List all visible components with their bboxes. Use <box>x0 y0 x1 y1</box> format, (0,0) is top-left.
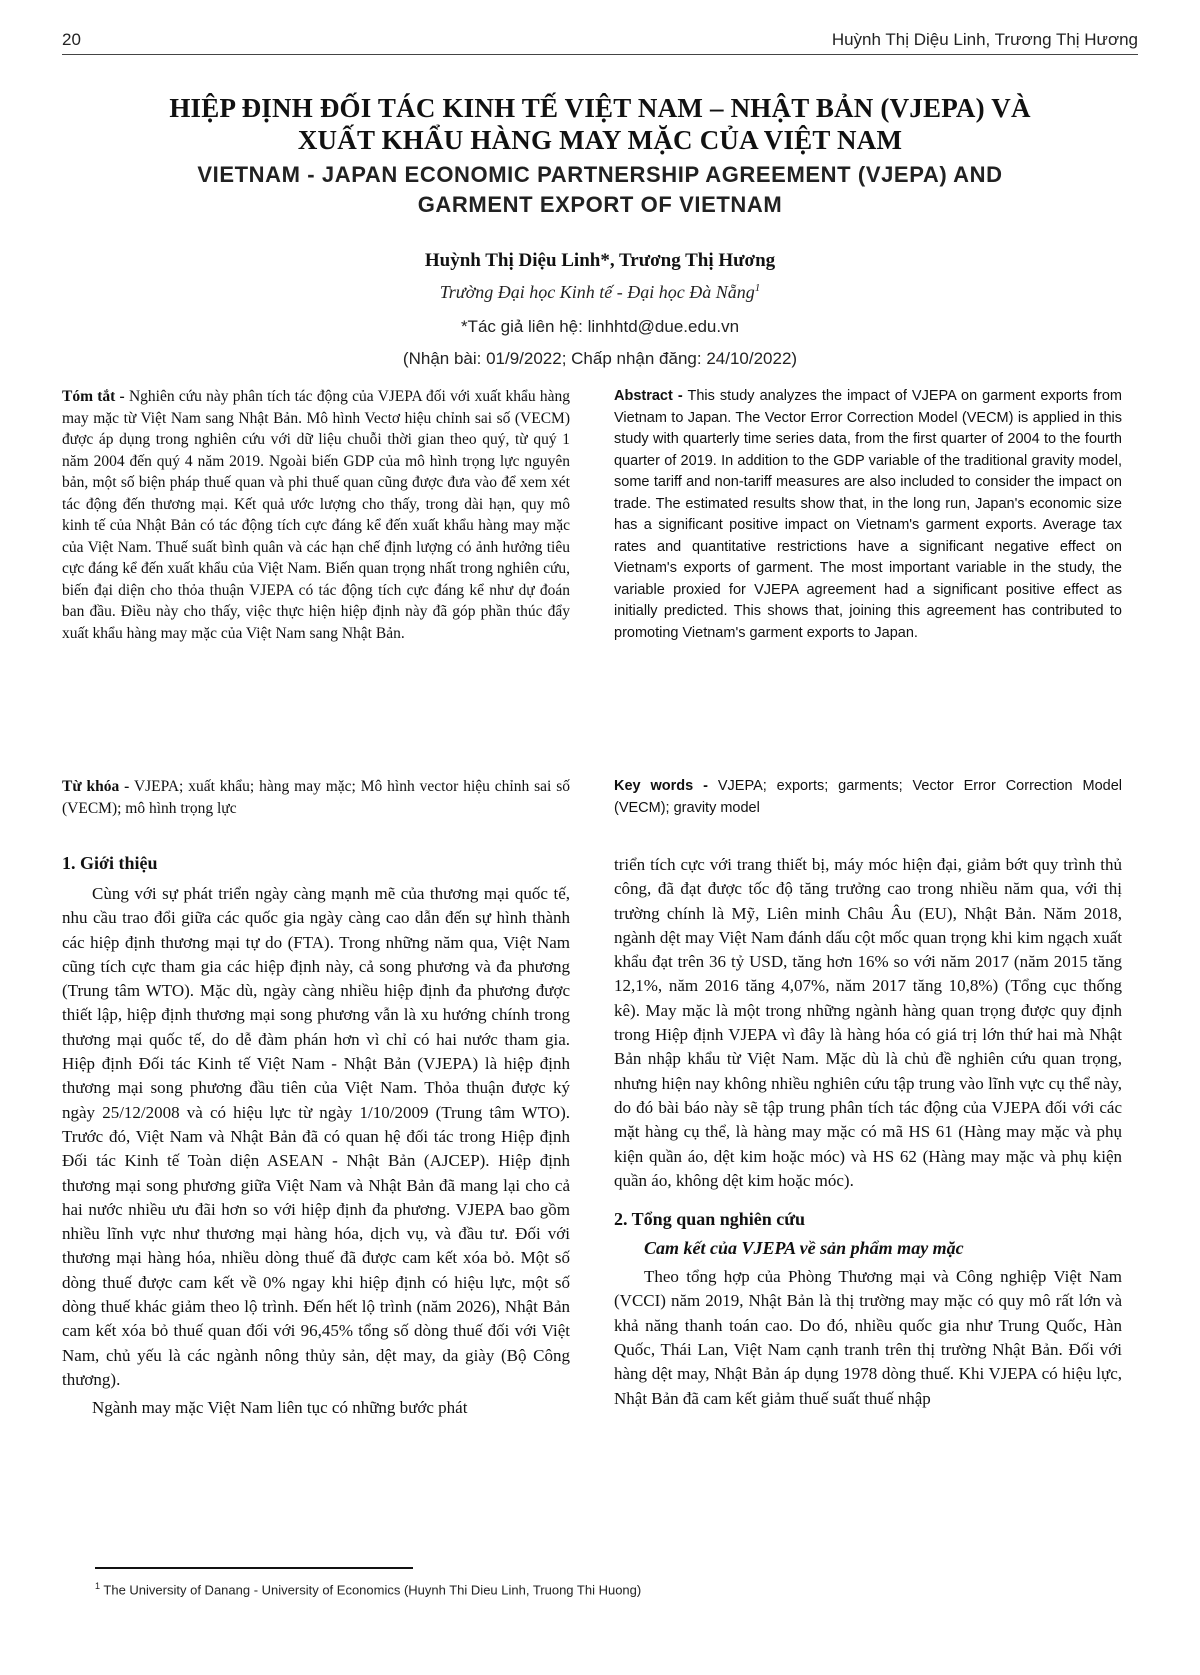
title-en-line-2: GARMENT EXPORT OF VIETNAM <box>417 192 783 217</box>
section-2-paragraph-1: Theo tổng hợp của Phòng Thương mại và Công nghiệp Việt Nam (VCCI) năm 2019, Nhật Bản là thị trường may mặc có quy mô rất lớn và khả năng thanh toán cao. Do đó, nhiều quốc gia như Trung Quốc, Hàn Quốc, Thái Lan, Việt Nam cạnh tranh trên thị trường Nhật Bản. Đối với hàng dệt may, Nhật Bản áp dụng 1978 dòng thuế. Khi VJEPA có hiệu lực, Nhật Bản đã cam kết giảm thuế suất thuế nhập <box>614 1267 1122 1408</box>
affiliation <box>62 282 1138 303</box>
body-right-column <box>614 853 1122 1411</box>
page-number: 20 <box>62 30 81 49</box>
abstract-vi-text: Nghiên cứu này phân tích tác động của VJEPA đối với xuất khẩu hàng may mặc từ Việt Nam sang Nhật Bản. Mô hình Vectơ hiệu chỉnh sai số (VECM) được áp dụng trong nghiên cứu với dữ liệu chuỗi thời gian theo quý, từ quý 1 năm 2004 đến quý 4 năm 2019. Ngoài biến GDP của mô hình trọng lực nguyên bản, một số biện pháp thuế quan và phi thuế quan cũng được đưa vào để xem xét tác động đến thương mại. Kết quả ước lượng cho thấy, trong dài hạn, quy mô kinh tế của Nhật Bản có tác động tích cực đáng kể đến xuất khẩu hàng may mặc của Việt Nam. Thuế suất bình quân và các hạn chế định lượng có ảnh hưởng tiêu cực đáng kể đến xuất khẩu của Việt Nam. Biến quan trọng nhất trong nghiên cứu, biến đại diện cho thỏa thuận VJEPA có tác động tích cực đáng kể như dự đoán ban đầu. Điều này cho thấy, việc thực hiện hiệp định này đã góp phần thúc đẩy xuất khẩu hàng may mặc của Việt Nam sang Nhật Bản. <box>62 388 570 642</box>
keywords-en-text: VJEPA; exports; garments; Vector Error Correction Model (VECM); gravity model <box>614 778 1122 816</box>
abstract-vi-label: Tóm tắt - <box>62 388 125 405</box>
title-block <box>62 92 1138 369</box>
keywords-vi-label: Từ khóa - <box>62 778 130 795</box>
affiliation-mark: 1 <box>754 282 761 294</box>
keywords-vi-text: VJEPA; xuất khẩu; hàng may mặc; Mô hình vector hiệu chỉnh sai số (VECM); mô hình trọng lực <box>62 778 570 817</box>
corresponding-author: *Tác giả liên hệ: linhhtd@due.edu.vn <box>460 317 740 336</box>
keywords-english <box>614 776 1122 819</box>
footnote-mark: 1 <box>95 1581 101 1591</box>
author-list: Huỳnh Thị Diệu Linh*, Trương Thị Hương <box>424 250 776 271</box>
title-english <box>62 160 1138 220</box>
abstract-en-text: This study analyzes the impact of VJEPA on garment exports from Vietnam to Japan. The Vector Error Correction Model (VECM) is applied in this study with quarterly time series data, from the first quarter of 2004 to the fourth quarter of 2019. In addition to the GDP variable of the traditional gravity model, some tariff and non-tariff measures are also included to consider the impact on trade. The estimated results show that, in the long run, Japan's economic size has a significant positive impact on Vietnam's garment exports. Average tax rates and quantitative restrictions have a significant negative effect on Vietnam's exports of garment. The most important variable in the study, the variable proxied for VJEPA agreement had a significant positive effect as initially predicted. This shows that, joining this agreement has contributed to promoting Vietnam's garment exports to Japan. <box>614 388 1122 641</box>
header-divider <box>62 54 1138 55</box>
keywords-en-label: Key words - <box>614 778 708 794</box>
body-left-column <box>62 853 570 1421</box>
running-header <box>62 30 1138 54</box>
title-en-line-1: VIETNAM - JAPAN ECONOMIC PARTNERSHIP AGREEMENT (VJEPA) AND <box>197 162 1003 187</box>
section-1-paragraph-2-continued: triển tích cực với trang thiết bị, máy móc hiện đại, giảm bớt quy trình thủ công, đã đạt được tốc độ tăng trưởng cao trong nhiều năm qua, với thị trường chính là Mỹ, Liên minh Châu Âu (EU), Nhật Bản. Năm 2018, ngành dệt may Việt Nam đánh dấu cột mốc quan trọng khi kim ngạch xuất khẩu đạt trên 36 tỷ USD, tăng hơn 16% so với năm 2017 (năm 2015 tăng 12,1%, năm 2016 tăng 4,07%, năm 2017 tăng 10,8%) (Tổng cục thống kê). May mặc là một trong những ngành hàng quan trọng được quy định trong Hiệp định VJEPA vì đây là hàng hóa có giá trị lớn thứ hai mà Nhật Bản nhập khẩu từ Việt Nam. Mặc dù là chủ đề nghiên cứu quan trọng, nhưng hiện nay không nhiều nghiên cứu tập trung vào lĩnh vực cụ thể này, do đó bài báo này sẽ tập trung phân tích tác động của VJEPA đối với các mặt hàng cụ thể, là hàng may mặc có mã HS 61 (Hàng may mặc và phụ kiện quần áo, dệt kim hoặc móc) và HS 62 (Hàng may mặc và phụ kiện quần áo, không dệt kim hoặc móc). <box>614 855 1122 1190</box>
section-1-heading: 1. Giới thiệu <box>62 853 158 873</box>
submission-dates: (Nhận bài: 01/9/2022; Chấp nhận đăng: 24/10/2022) <box>402 349 798 368</box>
affiliation-text: Trường Đại học Kinh tế - Đại học Đà Nẵng <box>439 282 755 302</box>
abstract-vietnamese <box>62 386 570 644</box>
title-vietnamese <box>62 92 1138 156</box>
keywords-vietnamese <box>62 776 570 819</box>
footnote-text: The University of Danang - University of Economics (Huynh Thi Dieu Linh, Truong Thi Huong) <box>103 1582 642 1598</box>
footnote-divider <box>95 1567 413 1569</box>
abstract-english <box>614 386 1122 644</box>
footnote <box>95 1581 641 1597</box>
section-2-heading: 2. Tổng quan nghiên cứu <box>614 1209 806 1230</box>
abstract-en-label: Abstract - <box>614 388 683 404</box>
section-2-subheading: Cam kết của VJEPA về sản phẩm may mặc <box>644 1238 964 1259</box>
running-authors: Huỳnh Thị Diệu Linh, Trương Thị Hương <box>831 30 1138 49</box>
title-vi-line-2: XUẤT KHẨU HÀNG MAY MẶC CỦA VIỆT NAM <box>297 125 903 155</box>
title-vi-line-1: HIỆP ĐỊNH ĐỐI TÁC KINH TẾ VIỆT NAM – NHẬT BẢN (VJEPA) VÀ <box>169 93 1031 123</box>
section-1-paragraph-2-start: Ngành may mặc Việt Nam liên tục có những bước phát <box>92 1398 468 1418</box>
section-1-paragraph-1: Cùng với sự phát triển ngày càng mạnh mẽ của thương mại quốc tế, nhu cầu trao đổi giữa các quốc gia ngày càng cao dẫn đến sự hình thành các hiệp định thương mại tự do (FTA). Trong những năm qua, Việt Nam cũng tích cực tham gia các hiệp định này, cả song phương và đa phương (Trung tâm WTO). Mặc dù, ngày càng nhiều hiệp định đa phương được thiết lập, hiệp định thương mại song phương vẫn là xu hướng chính trong thương mại quốc tế, do dễ đàm phán hơn vì chỉ có hai nước tham gia. Hiệp định Đối tác Kinh tế Việt Nam - Nhật Bản (VJEPA) là hiệp định thương mại song phương đầu tiên của Việt Nam. Thỏa thuận được ký ngày 25/12/2008 và có hiệu lực từ ngày 1/10/2009 (Trung tâm WTO). Trước đó, Việt Nam và Nhật Bản đã có quan hệ đối tác trong Hiệp định Đối tác Kinh tế Toàn diện ASEAN - Nhật Bản (AJCEP). Hiệp định thương mại song phương giữa Việt Nam và Nhật Bản đã mang lại cho cả hai nước nhiều ưu đãi hơn so với hiệp định đa phương. VJEPA bao gồm nhiều lĩnh vực như thương mại hàng hóa, dịch vụ, và đầu tư. Đối với thương mại hàng hóa, nhiều dòng thuế đã được cam kết xóa bỏ. Một số dòng thuế được cam kết về 0% ngay khi hiệp định có hiệu lực, một số dòng thuế khác giảm theo lộ trình. Đến hết lộ trình (năm 2026), Nhật Bản cam kết xóa bỏ thuế quan đối với 96,45% tổng số dòng thuế đối với Việt Nam, chủ yếu là các ngành nông thủy sản, dệt may, da giày (Bộ Công thương). <box>62 884 570 1389</box>
